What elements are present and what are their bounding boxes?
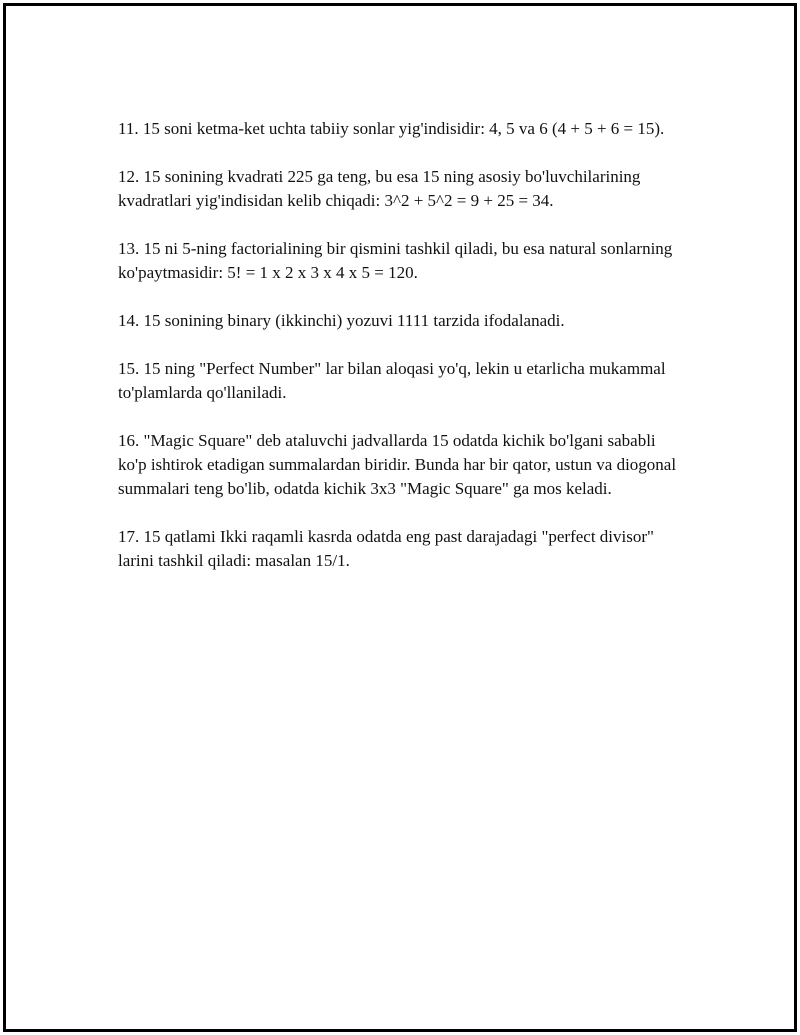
paragraph-15: 15. 15 ning "Perfect Number" lar bilan aloqasi yo'q, lekin u etarlicha mukammal to'plamlarda qo'llaniladi.	[118, 359, 666, 402]
paragraph-17: 17. 15 qatlami Ikki raqamli kasrda odatda eng past darajadagi "perfect divisor" larini tashkil qiladi: masalan 15/1.	[118, 527, 654, 570]
paragraph-13: 13. 15 ni 5-ning factorialining bir qismini tashkil qiladi, bu esa natural sonlarning ko'paytmasidir: 5! = 1 x 2 x 3 x 4 x 5 = 120.	[118, 239, 673, 282]
paragraph-16: 16. "Magic Square" deb ataluvchi jadvallarda 15 odatda kichik bo'lgani sababli ko'p ishtirok etadigan summalardan biridir. Bunda har bir qator, ustun va diogonal summalari teng bo'lib, odatda kichik 3x3 "Magic Square" ga mos keladi.	[118, 431, 677, 498]
paragraph-14: 14. 15 sonining binary (ikkinchi) yozuvi 1111 tarzida ifodalanadi.	[118, 311, 565, 330]
paragraph-11: 11. 15 soni ketma-ket uchta tabiiy sonlar yig'indisidir: 4, 5 va 6 (4 + 5 + 6 = 15).	[118, 119, 665, 138]
paragraph-12: 12. 15 sonining kvadrati 225 ga teng, bu esa 15 ning asosiy bo'luvchilarining kvadratlari yig'indisidan kelib chiqadi: 3^2 + 5^2 = 9 + 25 = 34.	[118, 167, 641, 210]
document-body	[118, 117, 688, 597]
